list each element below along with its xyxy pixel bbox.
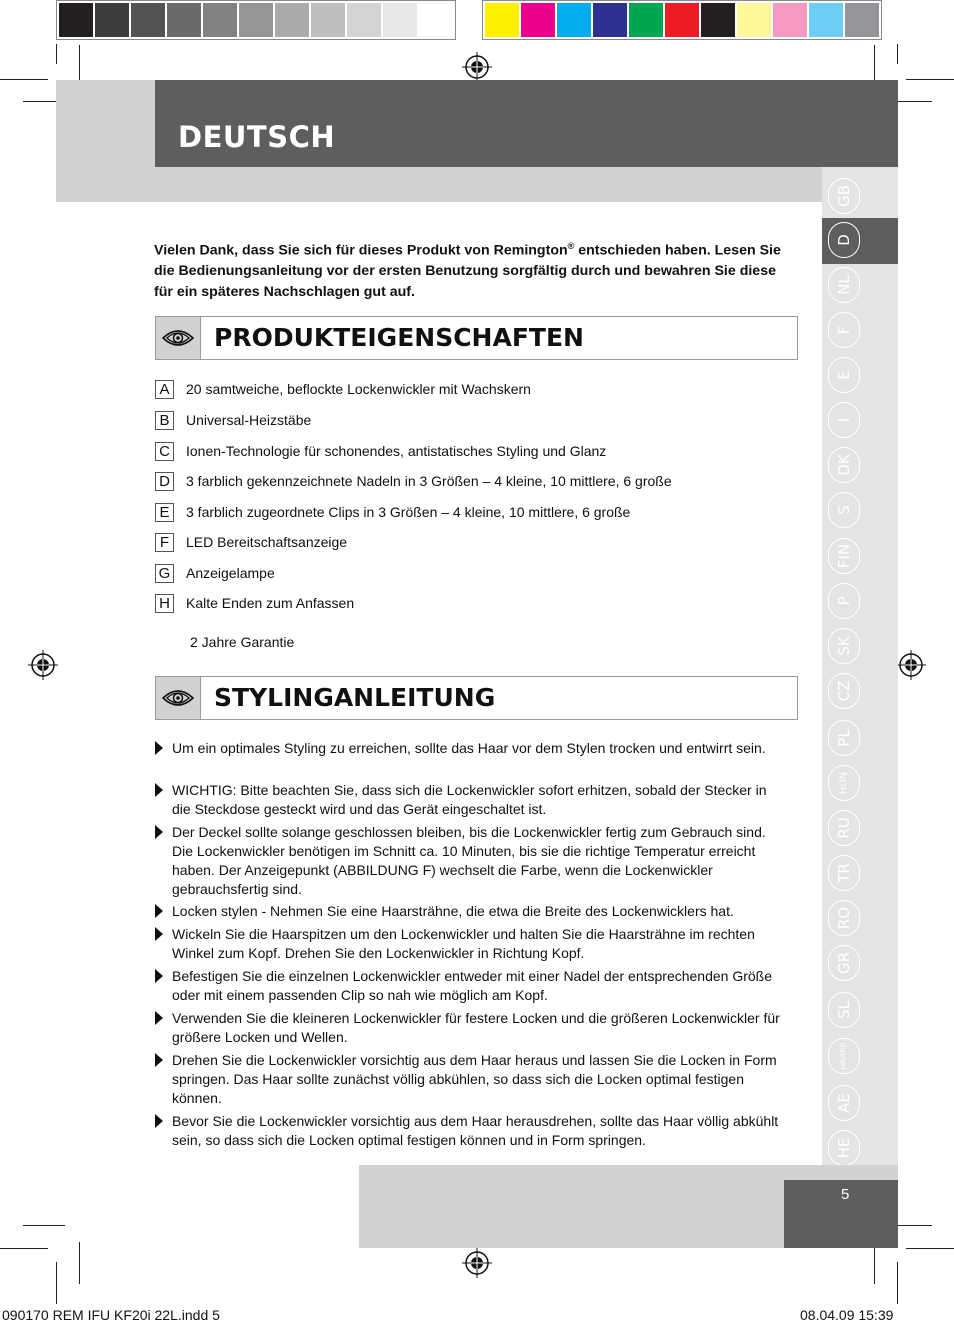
registration-mark-icon xyxy=(28,650,58,680)
color-swatch xyxy=(809,3,843,37)
bullet-text: Der Deckel sollte solange geschlossen bleiben, bis die Lockenwickler fertig zum Gebrauch sind. Die Lockenwickler benötigen im Schnitt ca. 10 Minuten, bis sie die richtige Temperatur erreicht haben. Der Anzeigepunkt (ABBILDUNG F) wechselt die Farbe, wenn die Lockenwickler gebrauchsfertig sind. xyxy=(172,824,766,897)
color-swatch xyxy=(557,3,591,37)
bullet-text: Befestigen Sie die einzelnen Lockenwickler entweder mit einer Nadel der entsprechenden Größe oder mit einem passenden Clip so nah wie möglich am Kopf. xyxy=(172,968,773,1003)
feature-text: Universal-Heizstäbe xyxy=(186,412,312,428)
feature-letter: D xyxy=(155,472,174,491)
color-swatch xyxy=(203,3,237,37)
language-label: E xyxy=(835,370,853,380)
bullet-triangle-icon xyxy=(155,825,163,839)
language-label: D xyxy=(835,234,853,246)
bullet-text: Drehen Sie die Lockenwickler vorsichtig aus dem Haar heraus und lassen Sie die Locken in Form springen. Das Haar sollte zunächst völlig abkühlen, so dass sich die Locken optimal festigen können. xyxy=(172,1052,777,1106)
intro-text xyxy=(154,236,794,302)
language-label: F xyxy=(835,325,853,335)
language-tab-hr-srb xyxy=(828,1038,860,1074)
bullet-triangle-icon xyxy=(155,741,163,755)
language-tab-sl xyxy=(828,992,860,1028)
language-tab-fin xyxy=(828,538,860,574)
language-label: AE xyxy=(835,1093,853,1113)
language-tab-s xyxy=(828,492,860,528)
bullet-text: Bevor Sie die Lockenwickler vorsichtig aus dem Haar herausdrehen, sollte das Haar völlig abkühlt sein, so dass sich die Locken optimal festigen können und in Form springen. xyxy=(172,1113,779,1148)
feature-item xyxy=(155,380,795,410)
color-swatch xyxy=(95,3,129,37)
color-swatch xyxy=(167,3,201,37)
bullet-triangle-icon xyxy=(155,1011,163,1025)
feature-letter: C xyxy=(155,442,174,461)
language-tab-f xyxy=(828,312,860,348)
color-swatch xyxy=(131,3,165,37)
feature-letter: E xyxy=(155,503,174,522)
color-swatch xyxy=(773,3,807,37)
file-slug: 090170 REM IFU KF20i 22L.indd 5 xyxy=(2,1307,220,1323)
color-swatch xyxy=(275,3,309,37)
crop-mark xyxy=(897,44,898,64)
language-tab-nl xyxy=(828,267,860,303)
language-label: P xyxy=(835,596,853,606)
color-swatch xyxy=(629,3,663,37)
language-label: SL xyxy=(835,1001,853,1019)
eye-icon xyxy=(162,327,194,349)
warranty-text: 2 Jahre Garantie xyxy=(190,634,295,650)
feature-letter: H xyxy=(155,594,174,613)
language-label: HE xyxy=(835,1137,853,1159)
language-tab-i xyxy=(828,402,860,438)
section-icon-box xyxy=(156,677,201,719)
language-label: CZ xyxy=(835,680,853,702)
bullet-triangle-icon xyxy=(155,1114,163,1128)
language-label: I xyxy=(835,417,853,423)
feature-text: 3 farblich gekennzeichnete Nadeln in 3 Größen – 4 kleine, 10 mittlere, 6 große xyxy=(186,473,672,489)
language-label: GR xyxy=(835,951,853,975)
crop-mark xyxy=(897,1262,898,1304)
language-label: PL xyxy=(835,729,853,747)
section-header-features xyxy=(155,316,798,360)
section-title: STYLINGANLEITUNG xyxy=(214,683,496,712)
registration-mark-icon xyxy=(896,650,926,680)
language-tab-sk xyxy=(828,628,860,664)
feature-text: LED Bereitschaftsanzeige xyxy=(186,534,348,550)
feature-item xyxy=(155,594,795,624)
bullet-text: Locken stylen - Nehmen Sie eine Haarsträhne, die etwa die Breite des Lockenwicklers hat. xyxy=(172,903,734,919)
language-label: GB xyxy=(835,185,853,207)
process-color-bar xyxy=(482,0,882,40)
bullet-text: Verwenden Sie die kleineren Lockenwickler für festere Locken und die größeren Lockenwickler für größere Locken und Wellen. xyxy=(172,1010,780,1045)
page-number: 5 xyxy=(841,1186,850,1203)
feature-item xyxy=(155,564,795,594)
crop-mark xyxy=(874,45,875,85)
color-swatch xyxy=(239,3,273,37)
language-tab-pl xyxy=(828,720,860,756)
feature-text: 20 samtweiche, beflockte Lockenwickler mit Wachskern xyxy=(186,381,531,397)
color-swatch xyxy=(593,3,627,37)
section-header-styling xyxy=(155,676,798,720)
bullet-text: Um ein optimales Styling zu erreichen, sollte das Haar vor dem Stylen trocken und entwirrt sein. xyxy=(172,740,766,756)
crop-mark xyxy=(79,1242,80,1284)
crop-mark xyxy=(0,1248,48,1249)
color-swatch xyxy=(701,3,735,37)
feature-text: 3 farblich zugeordnete Clips in 3 Größen – 4 kleine, 10 mittlere, 6 große xyxy=(186,504,631,520)
bullet-triangle-icon xyxy=(155,1053,163,1067)
language-tab-hun xyxy=(828,765,860,801)
crop-mark xyxy=(874,1242,875,1284)
language-label: HUN xyxy=(838,771,850,795)
language-tab-cz xyxy=(828,673,860,709)
color-swatch xyxy=(59,3,93,37)
language-label: HR/SRB xyxy=(839,1042,848,1070)
language-tab-tr xyxy=(828,855,860,891)
color-swatch xyxy=(311,3,345,37)
bullet-triangle-icon xyxy=(155,783,163,797)
language-label: TR xyxy=(835,863,853,883)
language-tab-e xyxy=(828,357,860,393)
crop-mark xyxy=(79,45,80,85)
bullet-triangle-icon xyxy=(155,927,163,941)
bullet-triangle-icon xyxy=(155,969,163,983)
feature-item xyxy=(155,533,795,563)
language-label: DK xyxy=(835,454,853,476)
eye-icon xyxy=(162,687,194,709)
feature-letter: G xyxy=(155,564,174,583)
feature-letter: F xyxy=(155,533,174,552)
page-title: DEUTSCH xyxy=(178,120,336,154)
color-swatch xyxy=(521,3,555,37)
color-swatch xyxy=(419,3,453,37)
crop-mark xyxy=(23,1225,65,1226)
language-tab-ro xyxy=(828,900,860,936)
date-slug: 08.04.09 15:39 xyxy=(800,1307,894,1323)
language-tab-d xyxy=(828,222,860,258)
feature-text: Anzeigelampe xyxy=(186,565,275,581)
feature-text: Kalte Enden zum Anfassen xyxy=(186,595,355,611)
registration-mark-icon xyxy=(462,1248,492,1278)
registered-mark: ® xyxy=(567,241,575,251)
language-label: RU xyxy=(835,817,853,839)
color-swatch xyxy=(665,3,699,37)
feature-item xyxy=(155,503,795,533)
crop-mark xyxy=(906,1248,954,1249)
color-swatch xyxy=(845,3,879,37)
crop-mark xyxy=(56,44,57,64)
language-label: SK xyxy=(835,636,853,656)
language-label: S xyxy=(835,505,853,515)
language-label: FIN xyxy=(835,543,853,569)
language-tab-p xyxy=(828,583,860,619)
feature-item xyxy=(155,411,795,441)
color-swatch xyxy=(383,3,417,37)
section-title: PRODUKTEIGENSCHAFTEN xyxy=(214,323,584,352)
intro-part: Vielen Dank, dass Sie sich für dieses Produkt von Remington xyxy=(154,242,568,259)
gray-color-bar xyxy=(56,0,456,40)
crop-mark xyxy=(0,79,48,80)
intro-part: entschieden haben. Lesen Sie die Bedienungsanleitung vor der ersten Benutzung sorgfältig durch und bewahren Sie diese für ein späteres Nachschlagen gut auf. xyxy=(154,242,781,300)
feature-letter: A xyxy=(155,380,174,399)
bullet-triangle-icon xyxy=(155,904,163,918)
color-swatch xyxy=(347,3,381,37)
language-tab-gb xyxy=(828,178,860,214)
feature-item xyxy=(155,442,795,472)
feature-text: Ionen-Technologie für schonendes, antistatisches Styling und Glanz xyxy=(186,443,607,459)
color-swatch xyxy=(737,3,771,37)
crop-mark xyxy=(906,79,954,80)
language-label: NL xyxy=(835,275,853,295)
crop-mark xyxy=(56,1262,57,1304)
feature-letter: B xyxy=(155,411,174,430)
language-tab-ru xyxy=(828,810,860,846)
registration-mark-icon xyxy=(462,52,492,82)
bullet-text: WICHTIG: Bitte beachten Sie, dass sich die Lockenwickler sofort erhitzen, sobald der Stecker in die Steckdose gesteckt wird und das Gerät eingeschaltet ist. xyxy=(172,782,767,817)
color-swatch xyxy=(485,3,519,37)
section-icon-box xyxy=(156,317,201,359)
language-tab-gr xyxy=(828,945,860,981)
language-tab-dk xyxy=(828,447,860,483)
feature-item xyxy=(155,472,795,502)
bullet-text: Wickeln Sie die Haarspitzen um den Lockenwickler und halten Sie die Haarsträhne im rechten Winkel zum Kopf. Drehen Sie den Lockenwickler in Richtung Kopf. xyxy=(172,926,755,961)
language-label: RO xyxy=(835,906,853,930)
language-tab-he xyxy=(828,1130,860,1166)
language-tab-ae xyxy=(828,1085,860,1121)
